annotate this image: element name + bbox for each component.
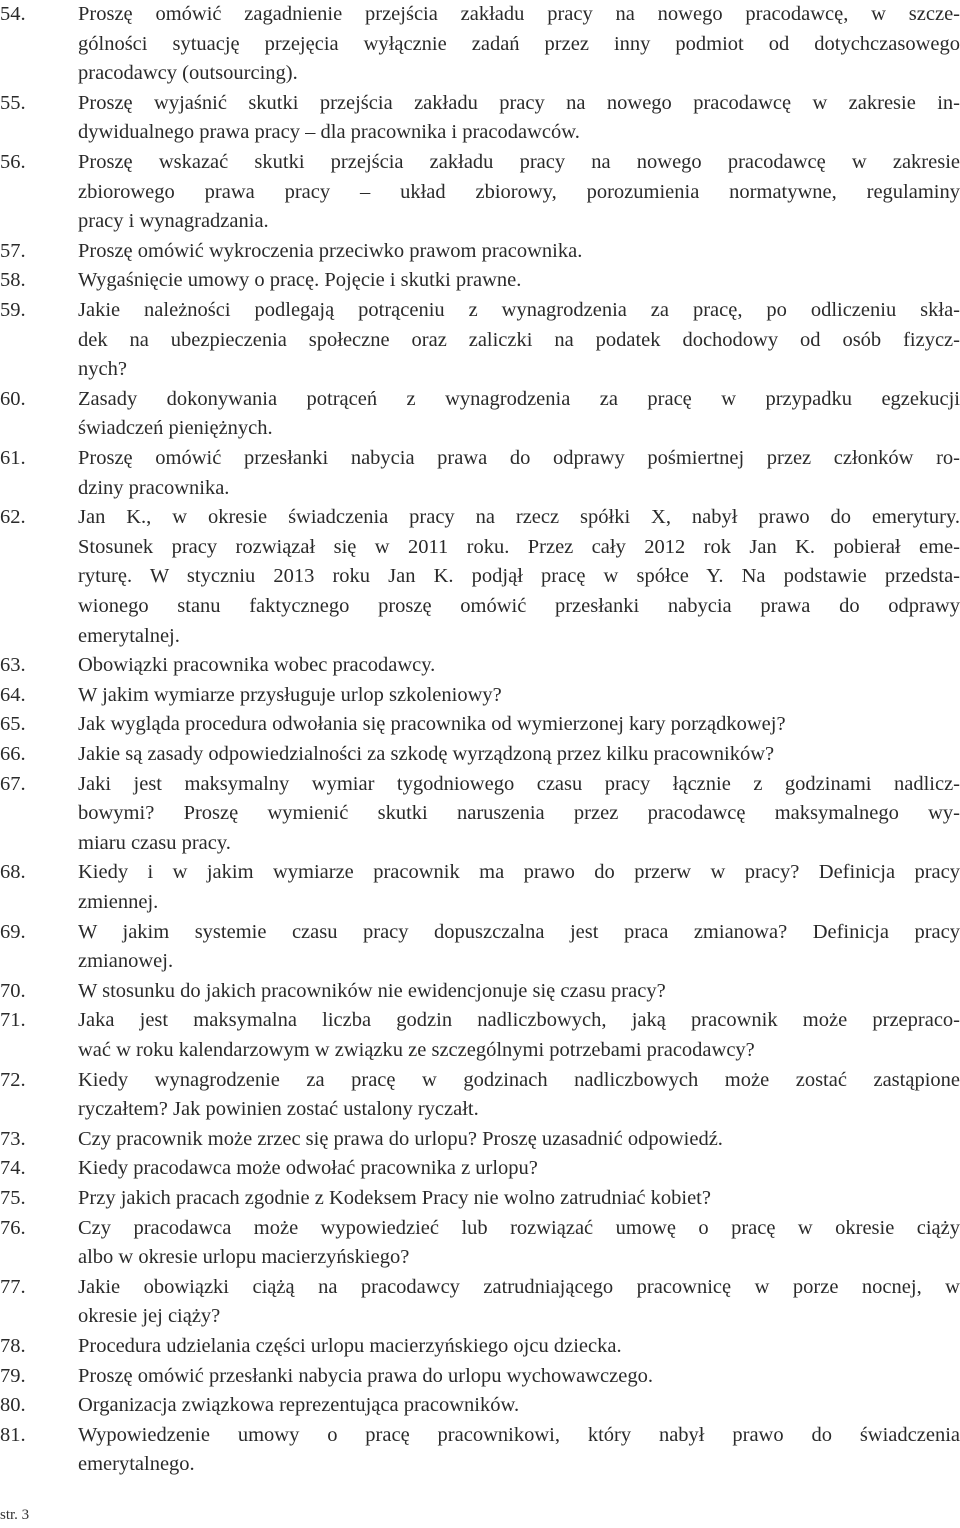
question-text xyxy=(78,1125,960,1155)
question-line: ryturę. W styczniu 2013 roku Jan K. podjął pracę w spółce Y. Na podstawie przedsta- xyxy=(78,565,960,588)
question-text xyxy=(78,1214,960,1273)
question-line: pracodawcy (outsourcing). xyxy=(78,62,298,85)
question-text xyxy=(78,1362,960,1392)
question-text xyxy=(78,858,960,917)
question-number: 55. xyxy=(0,91,26,114)
question-line: albo w okresie urlopu macierzyńskiego? xyxy=(78,1246,410,1269)
question-text xyxy=(78,385,960,444)
question-line: Zasady dokonywania potrąceń z wynagrodzenia za pracę w przypadku egzekucji xyxy=(78,387,960,410)
question-number: 68. xyxy=(0,861,26,884)
question-line: W stosunku do jakich pracowników nie ewidencjonuje się czasu pracy? xyxy=(78,979,666,1002)
question-number: 57. xyxy=(0,239,26,262)
question-text xyxy=(78,444,960,503)
question-number: 54. xyxy=(0,3,26,25)
question-number: 56. xyxy=(0,151,26,173)
question-line: Jakie obowiązki ciążą na pracodawcy zatrudniającego pracownicę w porze nocnej, w xyxy=(78,1275,960,1298)
question-line: Stosunek pracy rozwiązał się w 2011 roku. Przez cały 2012 rok Jan K. pobierał eme- xyxy=(78,535,960,558)
question-line: Kiedy pracodawca może odwołać pracownika z urlopu? xyxy=(78,1157,538,1180)
question-line: emerytalnej. xyxy=(78,624,180,647)
question-line: dziny pracownika. xyxy=(78,476,230,499)
question-text xyxy=(78,1332,960,1362)
question-text xyxy=(78,503,960,651)
question-line: bowymi? Proszę wymienić skutki naruszenia przez pracodawcę maksymalnego wy- xyxy=(78,802,960,825)
question-number: 71. xyxy=(0,1009,26,1032)
question-number: 64. xyxy=(0,683,26,706)
question-number: 63. xyxy=(0,654,26,677)
question-line: Proszę wyjaśnić skutki przejścia zakładu pracy na nowego pracodawcę w zakresie in- xyxy=(78,91,960,114)
question-line: Organizacja związkowa reprezentująca pracowników. xyxy=(78,1394,520,1417)
question-text xyxy=(78,740,960,770)
question-text xyxy=(78,89,960,148)
question-line: świadczeń pieniężnych. xyxy=(78,417,273,440)
question-number: 67. xyxy=(0,772,26,795)
question-line: Proszę omówić zagadnienie przejścia zakładu pracy na nowego pracodawcę, w szcze- xyxy=(78,3,960,25)
question-text xyxy=(78,0,960,89)
question-line: okresie jej ciąży? xyxy=(78,1305,221,1328)
question-text xyxy=(78,1421,960,1480)
question-line: Wygaśnięcie umowy o pracę. Pojęcie i skutki prawne. xyxy=(78,269,522,292)
question-text xyxy=(78,1184,960,1214)
question-line: Jakie należności podlegają potrąceniu z wynagrodzenia za pracę, po odliczeniu skła- xyxy=(78,299,960,321)
question-text xyxy=(78,1391,960,1421)
question-text xyxy=(78,237,960,267)
question-text xyxy=(78,651,960,681)
question-line: zmianowej. xyxy=(78,950,174,973)
question-line: miaru czasu pracy. xyxy=(78,831,231,854)
question-number: 76. xyxy=(0,1216,26,1239)
question-number: 75. xyxy=(0,1187,26,1209)
question-number: 65. xyxy=(0,713,26,736)
question-line: Przy jakich pracach zgodnie z Kodeksem Pracy nie wolno zatrudniać kobiet? xyxy=(78,1187,711,1209)
question-line: dywidualnego prawa pracy – dla pracownika i pracodawców. xyxy=(78,121,580,144)
question-number: 66. xyxy=(0,743,26,765)
question-text xyxy=(78,918,960,977)
question-number: 62. xyxy=(0,506,26,529)
question-line: W jakim wymiarze przysługuje urlop szkoleniowy? xyxy=(78,683,502,706)
question-text xyxy=(78,1273,960,1332)
question-text xyxy=(78,710,960,740)
question-line: Czy pracownik może zrzec się prawa do urlopu? Proszę uzasadnić odpowiedź. xyxy=(78,1127,723,1150)
question-number: 78. xyxy=(0,1335,26,1357)
question-line: gólności sytuację przejęcia wyłącznie zadań przez inny podmiot od dotychczasowego xyxy=(78,32,960,55)
question-line: Kiedy i w jakim wymiarze pracownik ma prawo do przerw w pracy? Definicja pracy xyxy=(78,861,960,884)
question-number: 73. xyxy=(0,1127,26,1150)
question-number: 81. xyxy=(0,1423,26,1446)
question-number: 70. xyxy=(0,979,26,1002)
question-line: Proszę omówić wykroczenia przeciwko prawom pracownika. xyxy=(78,239,583,262)
question-line: emerytalnego. xyxy=(78,1453,195,1476)
question-number: 59. xyxy=(0,299,26,321)
question-line: Wypowiedzenie umowy o pracę pracownikowi, który nabył prawo do świadczenia xyxy=(78,1423,960,1446)
question-line: Proszę wskazać skutki przejścia zakładu pracy na nowego pracodawcę w zakresie xyxy=(78,151,960,173)
question-number: 60. xyxy=(0,387,26,410)
question-line: Obowiązki pracownika wobec pracodawcy. xyxy=(78,654,436,677)
question-line: Jaki jest maksymalny wymiar tygodniowego czasu pracy łącznie z godzinami nadlicz- xyxy=(78,772,960,795)
question-number: 72. xyxy=(0,1068,26,1091)
question-number: 74. xyxy=(0,1157,26,1180)
question-number: 77. xyxy=(0,1275,26,1298)
question-number: 69. xyxy=(0,920,26,943)
question-text xyxy=(78,1006,960,1065)
question-line: Czy pracodawca może wypowiedzieć lub rozwiązać umowę o pracę w okresie ciąży xyxy=(78,1216,960,1239)
question-number: 61. xyxy=(0,447,26,469)
question-line: dek na ubezpieczenia społeczne oraz zaliczki na podatek dochodowy od osób fizycz- xyxy=(78,328,960,351)
question-line: ryczałtem? Jak powinien zostać ustalony ryczałt. xyxy=(78,1098,479,1121)
question-line: Jak wygląda procedura odwołania się pracownika od wymierzonej kary porządkowej? xyxy=(78,713,786,736)
question-line: nych? xyxy=(78,358,127,381)
question-text xyxy=(78,770,960,859)
question-line: zmiennej. xyxy=(78,890,159,913)
question-text xyxy=(78,148,960,237)
question-text xyxy=(78,681,960,711)
question-line: Jakie są zasady odpowiedzialności za szkodę wyrządzoną przez kilku pracowników? xyxy=(78,743,775,765)
question-line: Jaka jest maksymalna liczba godzin nadliczbowych, jaką pracownik może przepraco- xyxy=(78,1009,960,1032)
question-text xyxy=(78,1066,960,1125)
question-number: 58. xyxy=(0,269,26,292)
question-line: Proszę omówić przesłanki nabycia prawa do urlopu wychowawczego. xyxy=(78,1364,653,1387)
question-line: pracy i wynagradzania. xyxy=(78,210,269,233)
question-line: wionego stanu faktycznego proszę omówić przesłanki nabycia prawa do odprawy xyxy=(78,594,960,617)
question-text xyxy=(78,296,960,385)
question-line: Proszę omówić przesłanki nabycia prawa do odprawy pośmiertnej przez członków ro- xyxy=(78,447,960,469)
question-text xyxy=(78,266,960,296)
question-text xyxy=(78,1154,960,1184)
question-line: Jan K., w okresie świadczenia pracy na rzecz spółki X, nabył prawo do emerytury. xyxy=(78,506,960,529)
question-line: zbiorowego prawa pracy – układ zbiorowy, porozumienia normatywne, regulaminy xyxy=(78,180,960,203)
question-line: W jakim systemie czasu pracy dopuszczalna jest praca zmianowa? Definicja pracy xyxy=(78,920,960,943)
question-line: Procedura udzielania części urlopu macierzyńskiego ojcu dziecka. xyxy=(78,1335,622,1357)
question-line: wać w roku kalendarzowym w związku ze szczególnymi potrzebami pracodawcy? xyxy=(78,1038,755,1061)
question-number: 79. xyxy=(0,1364,26,1387)
question-text xyxy=(78,977,960,1007)
question-number: 80. xyxy=(0,1394,26,1417)
question-line: Kiedy wynagrodzenie za pracę w godzinach nadliczbowych może zostać zastąpione xyxy=(78,1068,960,1091)
page-number: str. 3 xyxy=(0,1507,30,1523)
